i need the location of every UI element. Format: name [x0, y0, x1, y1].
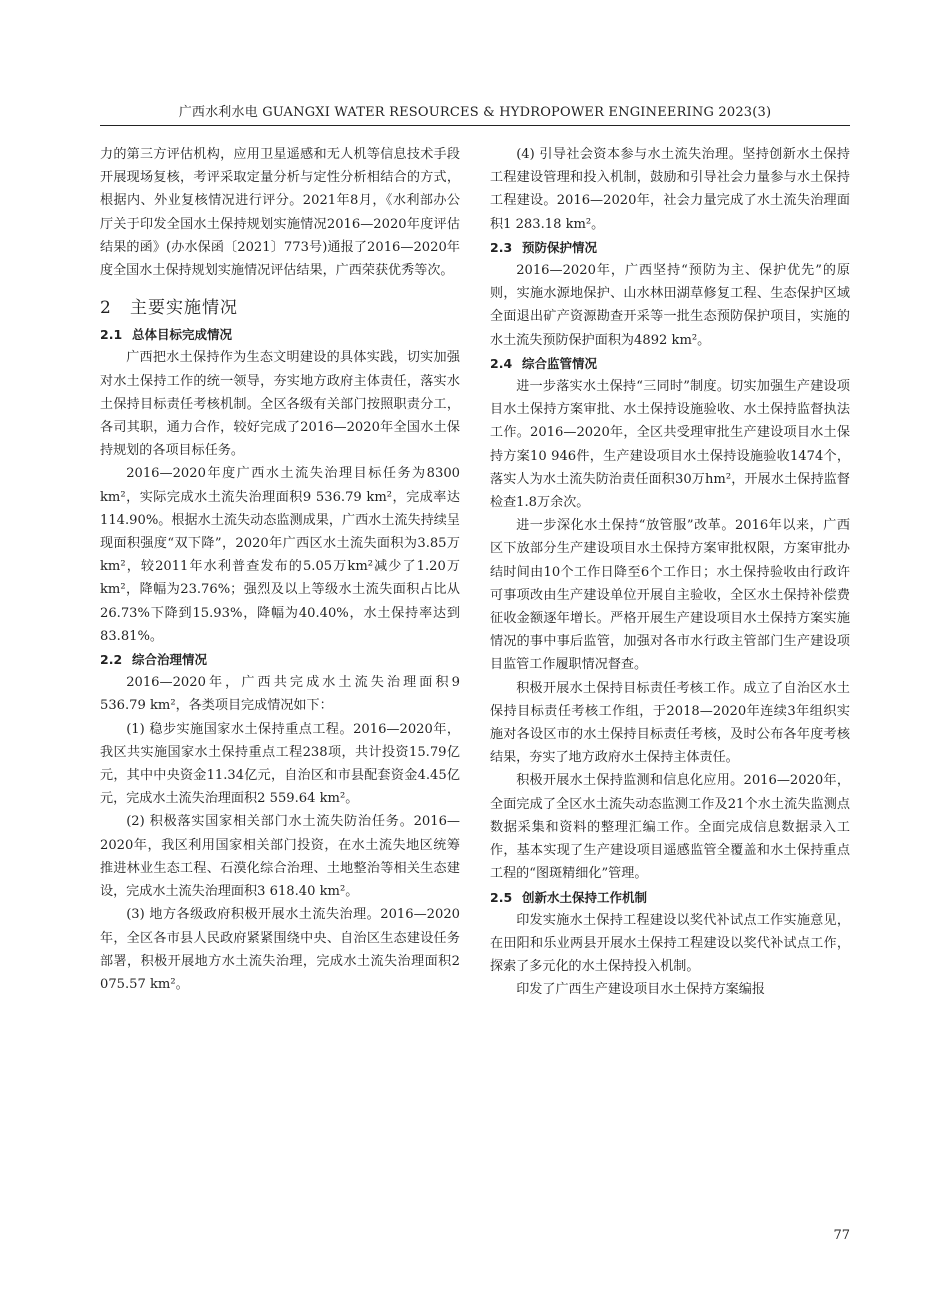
paragraph: 进一步深化水土保持“放管服”改革。2016年以来，广西区下放部分生产建设项目水土保持方案审批权限，方案审批办结时间由10个工作日降至6个工作日；水土保持验收由行政许可事项改由生产建设单位开展自主验收，全区水土保持补偿费征收金额逐年增长。严格开展生产建设项目水土保持方案实施情况的事中事后监管，加强对各市水行政主管部门生产建设项目监管工作履职情况督查。 — [490, 518, 850, 673]
subsection-number: 2.2 — [100, 652, 123, 668]
subsection-2-4-heading — [490, 352, 850, 375]
subsection-2-2-heading — [100, 648, 460, 671]
subsection-title: 预防保护情况 — [522, 239, 598, 255]
header-rule — [100, 125, 850, 126]
paragraph: 广西把水土保持作为生态文明建设的具体实践，切实加强对水土保持工作的统一领导，夯实地方政府主体责任，落实水土保持目标责任考核机制。全区各级有关部门按照职责分工，各司其职，通力合作，较好完成了2016—2020年全国水土保持规划的各项目标任务。 — [100, 350, 460, 459]
paragraph: (3) 地方各级政府积极开展水土流失治理。2016—2020年，全区各市县人民政府紧紧围绕中央、自治区生态建设任务部署，积极开展地方水土流失治理，完成水土流失治理面积2 075.57 km²。 — [100, 907, 460, 992]
paragraph: 2016—2020年，广西共完成水土流失治理面积9 536.79 km²，各类项目完成情况如下： — [100, 675, 460, 714]
paragraph: (4) 引导社会资本参与水土流失治理。坚持创新水土保持工程建设管理和投入机制，鼓励和引导社会力量参与水土保持工程建设。2016—2020年，社会力量完成了水土流失治理面积1 283.18 km²。 — [490, 147, 850, 232]
section-2-heading — [100, 296, 460, 320]
paragraph: 2016—2020年，广西坚持“预防为主、保护优先”的原则，实施水源地保护、山水林田湖草修复工程、生态保护区域全面退出矿产资源勘查开采等一批生态预防保护项目，实施的水土流失预防保护面积为4892 km²。 — [490, 263, 850, 348]
subsection-number: 2.4 — [490, 355, 513, 371]
paragraph: (1) 稳步实施国家水土保持重点工程。2016—2020年，我区共实施国家水土保持重点工程238项，共计投资15.79亿元，其中中央资金11.34亿元，自治区和市县配套资金4.45亿元，完成水土流失治理面积2 559.64 km²。 — [100, 721, 460, 807]
page-number: 77 — [833, 1228, 850, 1243]
subsection-2-5-heading — [490, 886, 850, 909]
paragraph: (2) 积极落实国家相关部门水土流失防治任务。2016—2020年，我区利用国家相关部门投资，在水土流失地区统筹推进林业生态工程、石漠化综合治理、土地整治等相关生态建设，完成水土流失治理面积3 618.40 km²。 — [100, 814, 460, 900]
subsection-number: 2.5 — [490, 889, 513, 905]
subsection-number: 2.3 — [490, 239, 513, 255]
section-title: 主要实施情况 — [130, 298, 238, 319]
paragraph: 印发了广西生产建设项目水土保持方案编报 — [516, 982, 765, 998]
paragraph: 积极开展水土保持监测和信息化应用。2016—2020年，全面完成了全区水土流失动态监测工作及21个水土流失监测点数据采集和资料的整理汇编工作。全面完成信息数据录入工作，基本实现了生产建设项目遥感监管全覆盖和水土保持重点工程的“图斑精细化”管理。 — [490, 773, 850, 882]
running-header: 广西水利水电 GUANGXI WATER RESOURCES & HYDROPOWER ENGINEERING 2023(3) — [178, 105, 772, 120]
section-number: 2 — [100, 298, 112, 319]
subsection-2-1-heading — [100, 323, 460, 346]
paragraph: 2016—2020年度广西水土流失治理目标任务为8300 km²，实际完成水土流失治理面积9 536.79 km²，完成率达114.90%。根据水土流失动态监测成果，广西水土流失持续呈现面积强度“双下降”，2020年广西区水土流失面积为3.85万km²，较2011年水利普查发布的5.05万km²减少了1.20万km²，降幅为23.76%；强烈及以上等级水土流失面积占比从26.73%下降到15.93%，降幅为40.40%，水土保持率达到83.81%。 — [100, 466, 460, 644]
right-column — [490, 143, 850, 1002]
subsection-title: 总体目标完成情况 — [132, 327, 233, 343]
subsection-title: 综合治理情况 — [132, 652, 208, 668]
subsection-number: 2.1 — [100, 327, 123, 343]
paragraph: 印发实施水土保持工程建设以奖代补试点工作实施意见，在田阳和乐业两县开展水土保持工程建设以奖代补试点工作，探索了多元化的水土保持投入机制。 — [490, 912, 850, 975]
left-column — [100, 143, 460, 996]
paragraph-continued: 力的第三方评估机构，应用卫星遥感和无人机等信息技术手段开展现场复核，考评采取定量分析与定性分析相结合的方式，根据内、外业复核情况进行评分。2021年8月，《水利部办公厅关于印发全国水土保持规划实施情况2016—2020年度评估结果的函》(办水保函〔2021〕773号)通报了2016—2020年度全国水土保持规划实施情况评估结果，广西荣获优秀等次。 — [100, 147, 460, 279]
subsection-2-3-heading — [490, 236, 850, 259]
paragraph: 积极开展水土保持目标责任考核工作。成立了自治区水土保持目标责任考核工作组，于2018—2020年连续3年组织实施对各设区市的水土保持目标责任考核，及时公布各年度考核结果，夯实了地方政府水土保持主体责任。 — [490, 680, 850, 766]
subsection-title: 综合监管情况 — [522, 355, 598, 371]
subsection-title: 创新水土保持工作机制 — [522, 889, 648, 905]
paragraph: 进一步落实水土保持“三同时”制度。切实加强生产建设项目水土保持方案审批、水土保持设施验收、水土保持监督执法工作。2016—2020年，全区共受理审批生产建设项目水土保持方案10 946件，生产建设项目水土保持设施验收1474个，落实人为水土流失防治责任面积30万hm²，开展水土保持监督检查1.8万余次。 — [490, 379, 850, 511]
